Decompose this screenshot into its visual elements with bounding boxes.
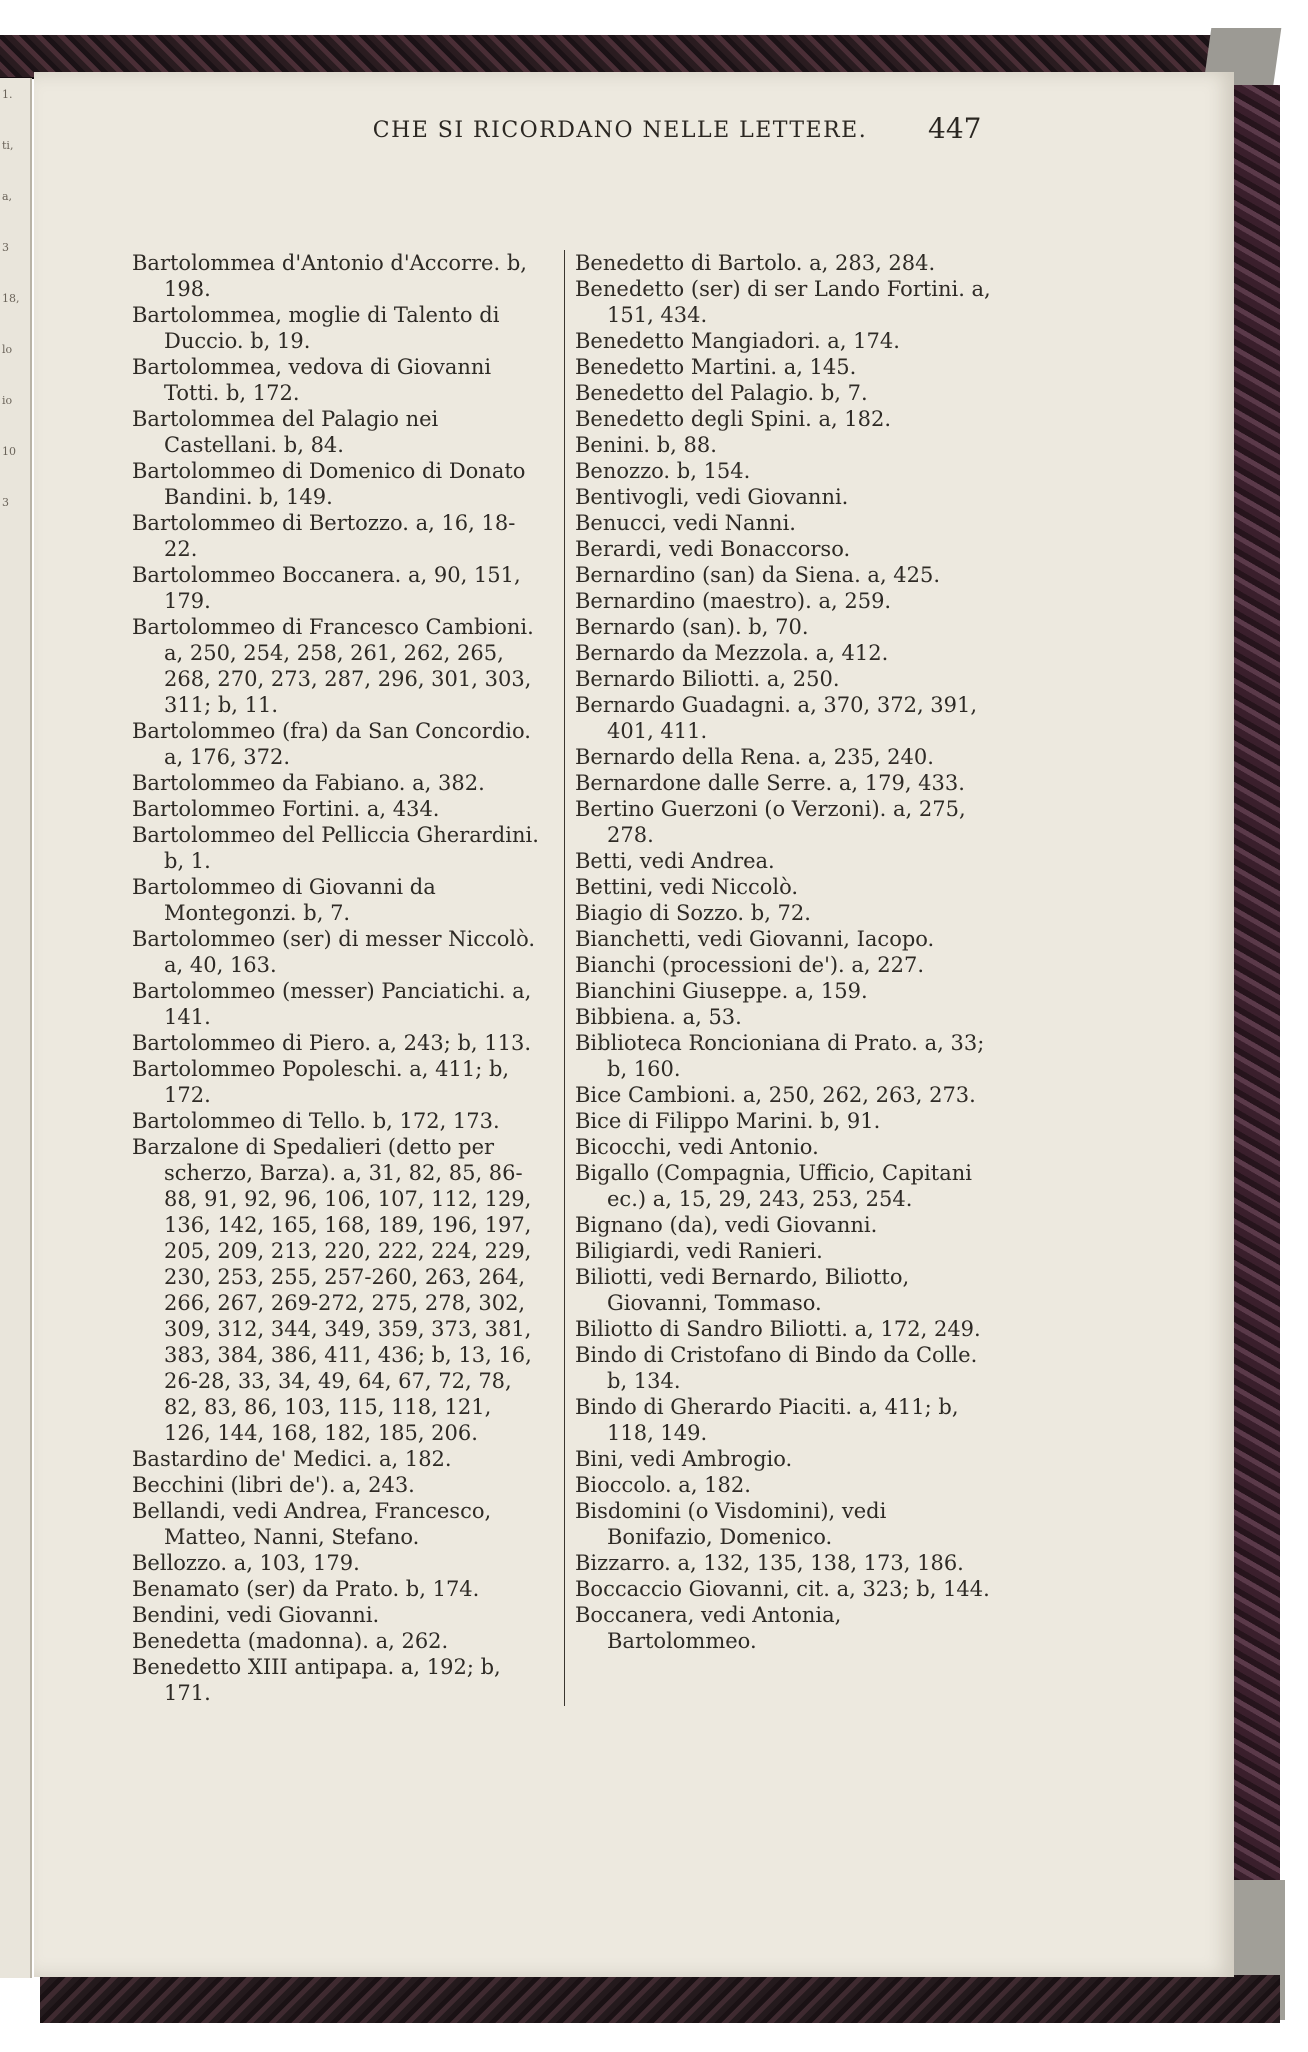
index-left-entry: Bartolommeo (fra) da San Concordio. a, 176, 372. — [132, 719, 531, 769]
index-right-entry: Bianchini Giuseppe. a, 159. — [575, 979, 868, 1003]
index-right-entry: Benini. b, 88. — [575, 433, 717, 457]
index-right-entry: Biblioteca Roncioniana di Prato. a, 33; b, 160. — [575, 1031, 985, 1081]
index-left-entry: Barzalone di Spedalieri (detto per scherzo, Barza). a, 31, 82, 85, 86-88, 91, 92, 96, 106, 107, 112, 129, 136, 142, 165, 168, 189, 196, 197, 205, 209, 213, 220, 222, 224, 229, 230, 253, 255, 257-260, 263, 264, 266, 267, 269-272, 275, 278, 302, 309, 312, 344, 349, 359, 373, 381, 383, 384, 386, 411, 436; b, 13, 16, 26-28, 33, 34, 49, 64, 67, 72, 78, 82, 83, 86, 103, 115, 118, 121, 126, 144, 168, 182, 185, 206. — [132, 1135, 532, 1445]
index-right-entry: Bernardo della Rena. a, 235, 240. — [575, 745, 934, 769]
facing-page-fragment: 3 — [2, 241, 9, 254]
index-right-entry: Biliotti, vedi Bernardo, Biliotto, Giovanni, Tommaso. — [575, 1265, 910, 1315]
index-left-entry: Bartolommea, vedova di Giovanni Totti. b, 172. — [132, 355, 492, 405]
index-right-entry: Benedetto del Palagio. b, 7. — [575, 381, 868, 405]
index-column-left — [132, 250, 542, 1706]
index-right-entry: Berardi, vedi Bonaccorso. — [575, 537, 851, 561]
index-left-entry: Bartolommeo di Domenico di Donato Bandini. b, 149. — [132, 459, 526, 509]
index-left-entry: Bastardino de' Medici. a, 182. — [132, 1447, 452, 1471]
index-right-entry: Bioccolo. a, 182. — [575, 1473, 751, 1497]
index-left-entry: Benedetto XIII antipapa. a, 192; b, 171. — [132, 1655, 501, 1705]
index-left-entry: Bartolommeo Fortini. a, 434. — [132, 797, 440, 821]
index-left-entry: Bartolommeo del Pelliccia Gherardini. b, 1. — [132, 823, 539, 873]
running-header: CHE SI RICORDANO NELLE LETTERE. — [372, 118, 868, 143]
index-right-entry: Bindo di Cristofano di Bindo da Colle. b, 134. — [575, 1343, 978, 1393]
index-right-entry: Biagio di Sozzo. b, 72. — [575, 901, 811, 925]
index-left-entry: Bartolommeo di Piero. a, 243; b, 113. — [132, 1031, 532, 1055]
facing-page-fragment: 3 — [2, 496, 9, 509]
index-right-entry: Benozzo. b, 154. — [575, 459, 751, 483]
index-left-entry: Bartolommeo da Fabiano. a, 382. — [132, 771, 485, 795]
index-left-entry: Bartolommea del Palagio nei Castellani. b, 84. — [132, 407, 439, 457]
facing-page-edge — [0, 78, 32, 1978]
index-left-entry: Bellozzo. a, 103, 179. — [132, 1551, 360, 1575]
index-right-entry: Boccaccio Giovanni, cit. a, 323; b, 144. — [575, 1577, 990, 1601]
index-right-entry: Bisdomini (o Visdomini), vedi Bonifazio, Domenico. — [575, 1499, 887, 1549]
index-right-entry: Betti, vedi Andrea. — [575, 849, 775, 873]
index-right-entry: Benucci, vedi Nanni. — [575, 511, 796, 535]
facing-page-fragment: 10 — [2, 445, 16, 458]
facing-page-fragment: a, — [2, 190, 13, 203]
index-right-entry: Bernardo Biliotti. a, 250. — [575, 667, 840, 691]
page-number: 447 — [928, 112, 982, 145]
facing-page-fragment: 18, — [2, 292, 20, 305]
index-column-right — [575, 250, 993, 1654]
facing-page-fragment: ti, — [2, 139, 14, 152]
index-right-entry: Bentivogli, vedi Giovanni. — [575, 485, 849, 509]
index-right-entry: Bibbiena. a, 53. — [575, 1005, 742, 1029]
index-left-entry: Bartolommeo di Bertozzo. a, 16, 18-22. — [132, 511, 516, 561]
index-right-entry: Benedetto (ser) di ser Lando Fortini. a, 151, 434. — [575, 277, 991, 327]
index-right-entry: Bernardo Guadagni. a, 370, 372, 391, 401, 411. — [575, 693, 978, 743]
index-right-entry: Bicocchi, vedi Antonio. — [575, 1135, 819, 1159]
index-right-entry: Bice di Filippo Marini. b, 91. — [575, 1109, 881, 1133]
index-right-entry: Bignano (da), vedi Giovanni. — [575, 1213, 878, 1237]
facing-page-fragment: 1. — [2, 88, 13, 101]
index-right-entry: Benedetto degli Spini. a, 182. — [575, 407, 892, 431]
index-right-entry: Bertino Guerzoni (o Verzoni). a, 275, 278. — [575, 797, 966, 847]
index-right-entry: Biligiardi, vedi Ranieri. — [575, 1239, 823, 1263]
column-divider — [564, 250, 565, 1706]
index-right-entry: Bice Cambioni. a, 250, 262, 263, 273. — [575, 1083, 976, 1107]
index-left-entry: Benamato (ser) da Prato. b, 174. — [132, 1577, 480, 1601]
index-right-entry: Bernardino (san) da Siena. a, 425. — [575, 563, 941, 587]
index-right-entry: Bianchetti, vedi Giovanni, Iacopo. — [575, 927, 935, 951]
index-right-entry: Benedetto di Bartolo. a, 283, 284. — [575, 251, 936, 275]
index-right-entry: Boccanera, vedi Antonia, Bartolommeo. — [575, 1603, 842, 1653]
index-left-entry: Bendini, vedi Giovanni. — [132, 1603, 380, 1627]
index-right-entry: Bigallo (Compagnia, Ufficio, Capitani ec.) a, 15, 29, 243, 253, 254. — [575, 1161, 972, 1211]
index-left-entry: Bartolommeo di Giovanni da Montegonzi. b, 7. — [132, 875, 436, 925]
index-left-entry: Bartolommea d'Antonio d'Accorre. b, 198. — [132, 251, 527, 301]
index-right-entry: Biliotto di Sandro Biliotti. a, 172, 249. — [575, 1317, 981, 1341]
index-left-entry: Bartolommea, moglie di Talento di Duccio. b, 19. — [132, 303, 500, 353]
index-left-entry: Becchini (libri de'). a, 243. — [132, 1473, 415, 1497]
index-right-entry: Bernardo (san). b, 70. — [575, 615, 809, 639]
index-left-entry: Bartolommeo Popoleschi. a, 411; b, 172. — [132, 1057, 510, 1107]
index-right-entry: Bernardo da Mezzola. a, 412. — [575, 641, 889, 665]
index-right-entry: Bianchi (processioni de'). a, 227. — [575, 953, 925, 977]
index-right-entry: Bindo di Gherardo Piaciti. a, 411; b, 118, 149. — [575, 1395, 959, 1445]
index-left-entry: Benedetta (madonna). a, 262. — [132, 1629, 449, 1653]
book-binding-bottom — [40, 1975, 1280, 2023]
index-right-entry: Bettini, vedi Niccolò. — [575, 875, 799, 899]
index-right-entry: Benedetto Martini. a, 145. — [575, 355, 857, 379]
index-left-entry: Bartolommeo (ser) di messer Niccolò. a, 40, 163. — [132, 927, 536, 977]
index-right-entry: Bernardino (maestro). a, 259. — [575, 589, 892, 613]
index-left-entry: Bellandi, vedi Andrea, Francesco, Matteo, Nanni, Stefano. — [132, 1499, 492, 1549]
index-left-entry: Bartolommeo Boccanera. a, 90, 151, 179. — [132, 563, 521, 613]
index-left-entry: Bartolommeo (messer) Panciatichi. a, 141. — [132, 979, 532, 1029]
index-right-entry: Benedetto Mangiadori. a, 174. — [575, 329, 900, 353]
index-left-entry: Bartolommeo di Tello. b, 172, 173. — [132, 1109, 500, 1133]
facing-page-fragment: lo — [2, 343, 13, 356]
index-right-entry: Bernardone dalle Serre. a, 179, 433. — [575, 771, 965, 795]
index-right-entry: Bini, vedi Ambrogio. — [575, 1447, 793, 1471]
index-left-entry: Bartolommeo di Francesco Cambioni. a, 250, 254, 258, 261, 262, 265, 268, 270, 273, 287, 296, 301, 303, 311; b, 11. — [132, 615, 534, 717]
facing-page-fragment: io — [2, 394, 13, 407]
index-right-entry: Bizzarro. a, 132, 135, 138, 173, 186. — [575, 1551, 964, 1575]
